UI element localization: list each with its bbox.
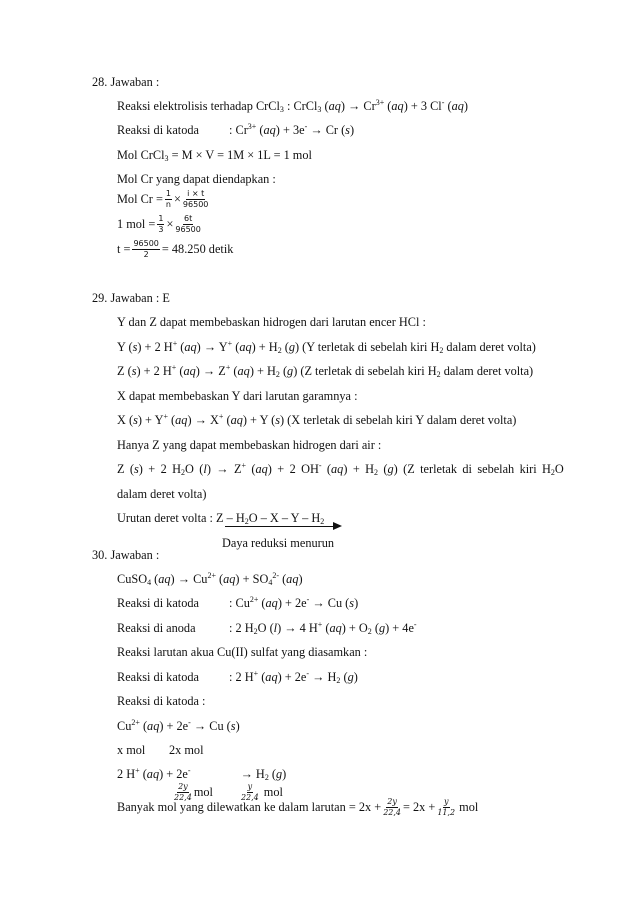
reduction-arrow-line <box>225 526 335 527</box>
q30-cathode-label: Reaksi di katoda <box>117 596 199 610</box>
q29-line-6: Hanya Z yang dapat membebaskan hidrogen dari air : <box>117 438 382 452</box>
q29-line-7: Z (s) + 2 $H_2O$ (l) → Z+ (aq) + 2 OH- (aq) + $H_2$ (g) (Z terletak di sebelah kiri $H_2O$ <box>117 461 564 477</box>
q28-line-1: Reaksi elektrolisis terhadap CrCl$_3$ : CrCl$_3$ $(aq) \to Cr^{3+}$ (aq) + 3 Cl- (aq) <box>117 98 468 114</box>
q29-line-5: X (s) + Y+ (aq) → X+ (aq) + Y (s) (X terletak di sebelah kiri Y dalam deret volta) <box>117 412 517 427</box>
q29-line-3: Z (s) + 2 H+ (aq) → Z+ $(aq) + H_2$ (g) (Z terletak di sebelah kiri $H_2$ dalam deret volta) <box>117 363 534 379</box>
q28-line-5: Mol Cr = $\frac{1}{n}$ × $\frac{i \times t}{96500}$ <box>117 189 209 209</box>
q29-header: 29. Jawaban : E <box>92 291 170 305</box>
q30-anode-label: Reaksi di anoda <box>117 621 196 635</box>
fraction: $\frac{y}{11,2}$ <box>437 797 456 817</box>
fraction: $\frac{2y}{22,4}$ <box>383 797 401 817</box>
q28-line-4: Mol Cr yang dapat diendapkan : <box>117 172 276 186</box>
q30-line-3: Reaksi di anoda : 2 $H_2O$ (l) → 4 H+ $(aq) + O_2$ (g) + 4e- <box>117 620 417 636</box>
q28-line-6: 1 mol = $\frac{1}{3}$ × $\frac{6t}{96500}$ <box>117 214 201 234</box>
q30-cathode-label-2: Reaksi di katoda <box>117 670 199 684</box>
fraction: $\frac{96500}{2}$ <box>133 239 159 259</box>
fraction: $\frac{1}{3}$ <box>158 214 164 234</box>
q30-line-7: $Cu^{2+}$ (aq) + 2e- → Cu (s) <box>117 718 240 733</box>
q30-line-6: Reaksi di katoda : <box>117 694 206 708</box>
q30-line-11: Banyak mol yang dilewatkan ke dalam larutan = 2x + $\frac{2y}{22,4}$ = 2x + $\frac{y}{11,2}$ mol <box>117 797 479 817</box>
q28-header: 28. Jawaban : <box>92 75 160 89</box>
q29-line-9: Urutan deret volta : Z – $H_2O$ – X – Y – $H_2$ <box>117 511 325 526</box>
fraction: $\frac{y}{22,4}$ <box>240 782 259 802</box>
q30-line-8: x mol 2x mol <box>117 743 204 757</box>
q29-line-8: dalam deret volta) <box>117 487 207 501</box>
q29-line-2: Y (s) + 2 H+ (aq) → Y+ $(aq) + H_2$ (g) (Y terletak di sebelah kiri $H_2$ dalam deret volta) <box>117 339 536 355</box>
q30-line-1: CuSO$_4$ $(aq) \to Cu^{2+}$ $(aq) + SO_4^{2-}$ (aq) <box>117 571 303 587</box>
reduction-arrow-head-icon <box>333 522 342 530</box>
q30-line-10: $\frac{2y}{22,4}$ mol $\frac{y}{22,4}$ mol <box>174 782 283 802</box>
q30-line-9: 2 H+ $(aq) + 2e^- \to H_2$ (g) <box>117 766 287 782</box>
fraction: $\frac{i \times t}{96500}$ <box>182 189 209 209</box>
q28-line-3: Mol CrCl$_3$ = M × V = 1M × 1L = 1 mol <box>117 148 312 163</box>
q29-line-10: Daya reduksi menurun <box>222 536 335 550</box>
fraction: $\frac{2y}{22,4}$ <box>174 782 192 802</box>
q30-line-5: Reaksi di katoda : 2 H+ $(aq) + 2e^- \to H_2$ (g) <box>117 669 358 685</box>
fraction: $\frac{6t}{96500}$ <box>175 214 201 234</box>
q28-line-7: t = $\frac{96500}{2}$ = 48.250 detik <box>117 239 234 259</box>
q28-cathode-label: Reaksi di katoda <box>117 123 199 137</box>
q28-line-2: Reaksi di katoda : $Cr^{3+}$ (aq) + 3e- → Cr (s) <box>117 122 355 137</box>
q29-line-4: X dapat membebaskan Y dari larutan garamnya : <box>117 389 358 403</box>
q30-line-2: Reaksi di katoda : $Cu^{2+}$ (aq) + 2e- → Cu (s) <box>117 595 359 610</box>
q29-line-1: Y dan Z dapat membebaskan hidrogen dari larutan encer HCl : <box>117 315 426 329</box>
q30-header: 30. Jawaban : <box>92 548 160 562</box>
fraction: $\frac{1}{n}$ <box>165 189 171 209</box>
q30-line-4: Reaksi larutan akua Cu(II) sulfat yang diasamkan : <box>117 645 368 659</box>
